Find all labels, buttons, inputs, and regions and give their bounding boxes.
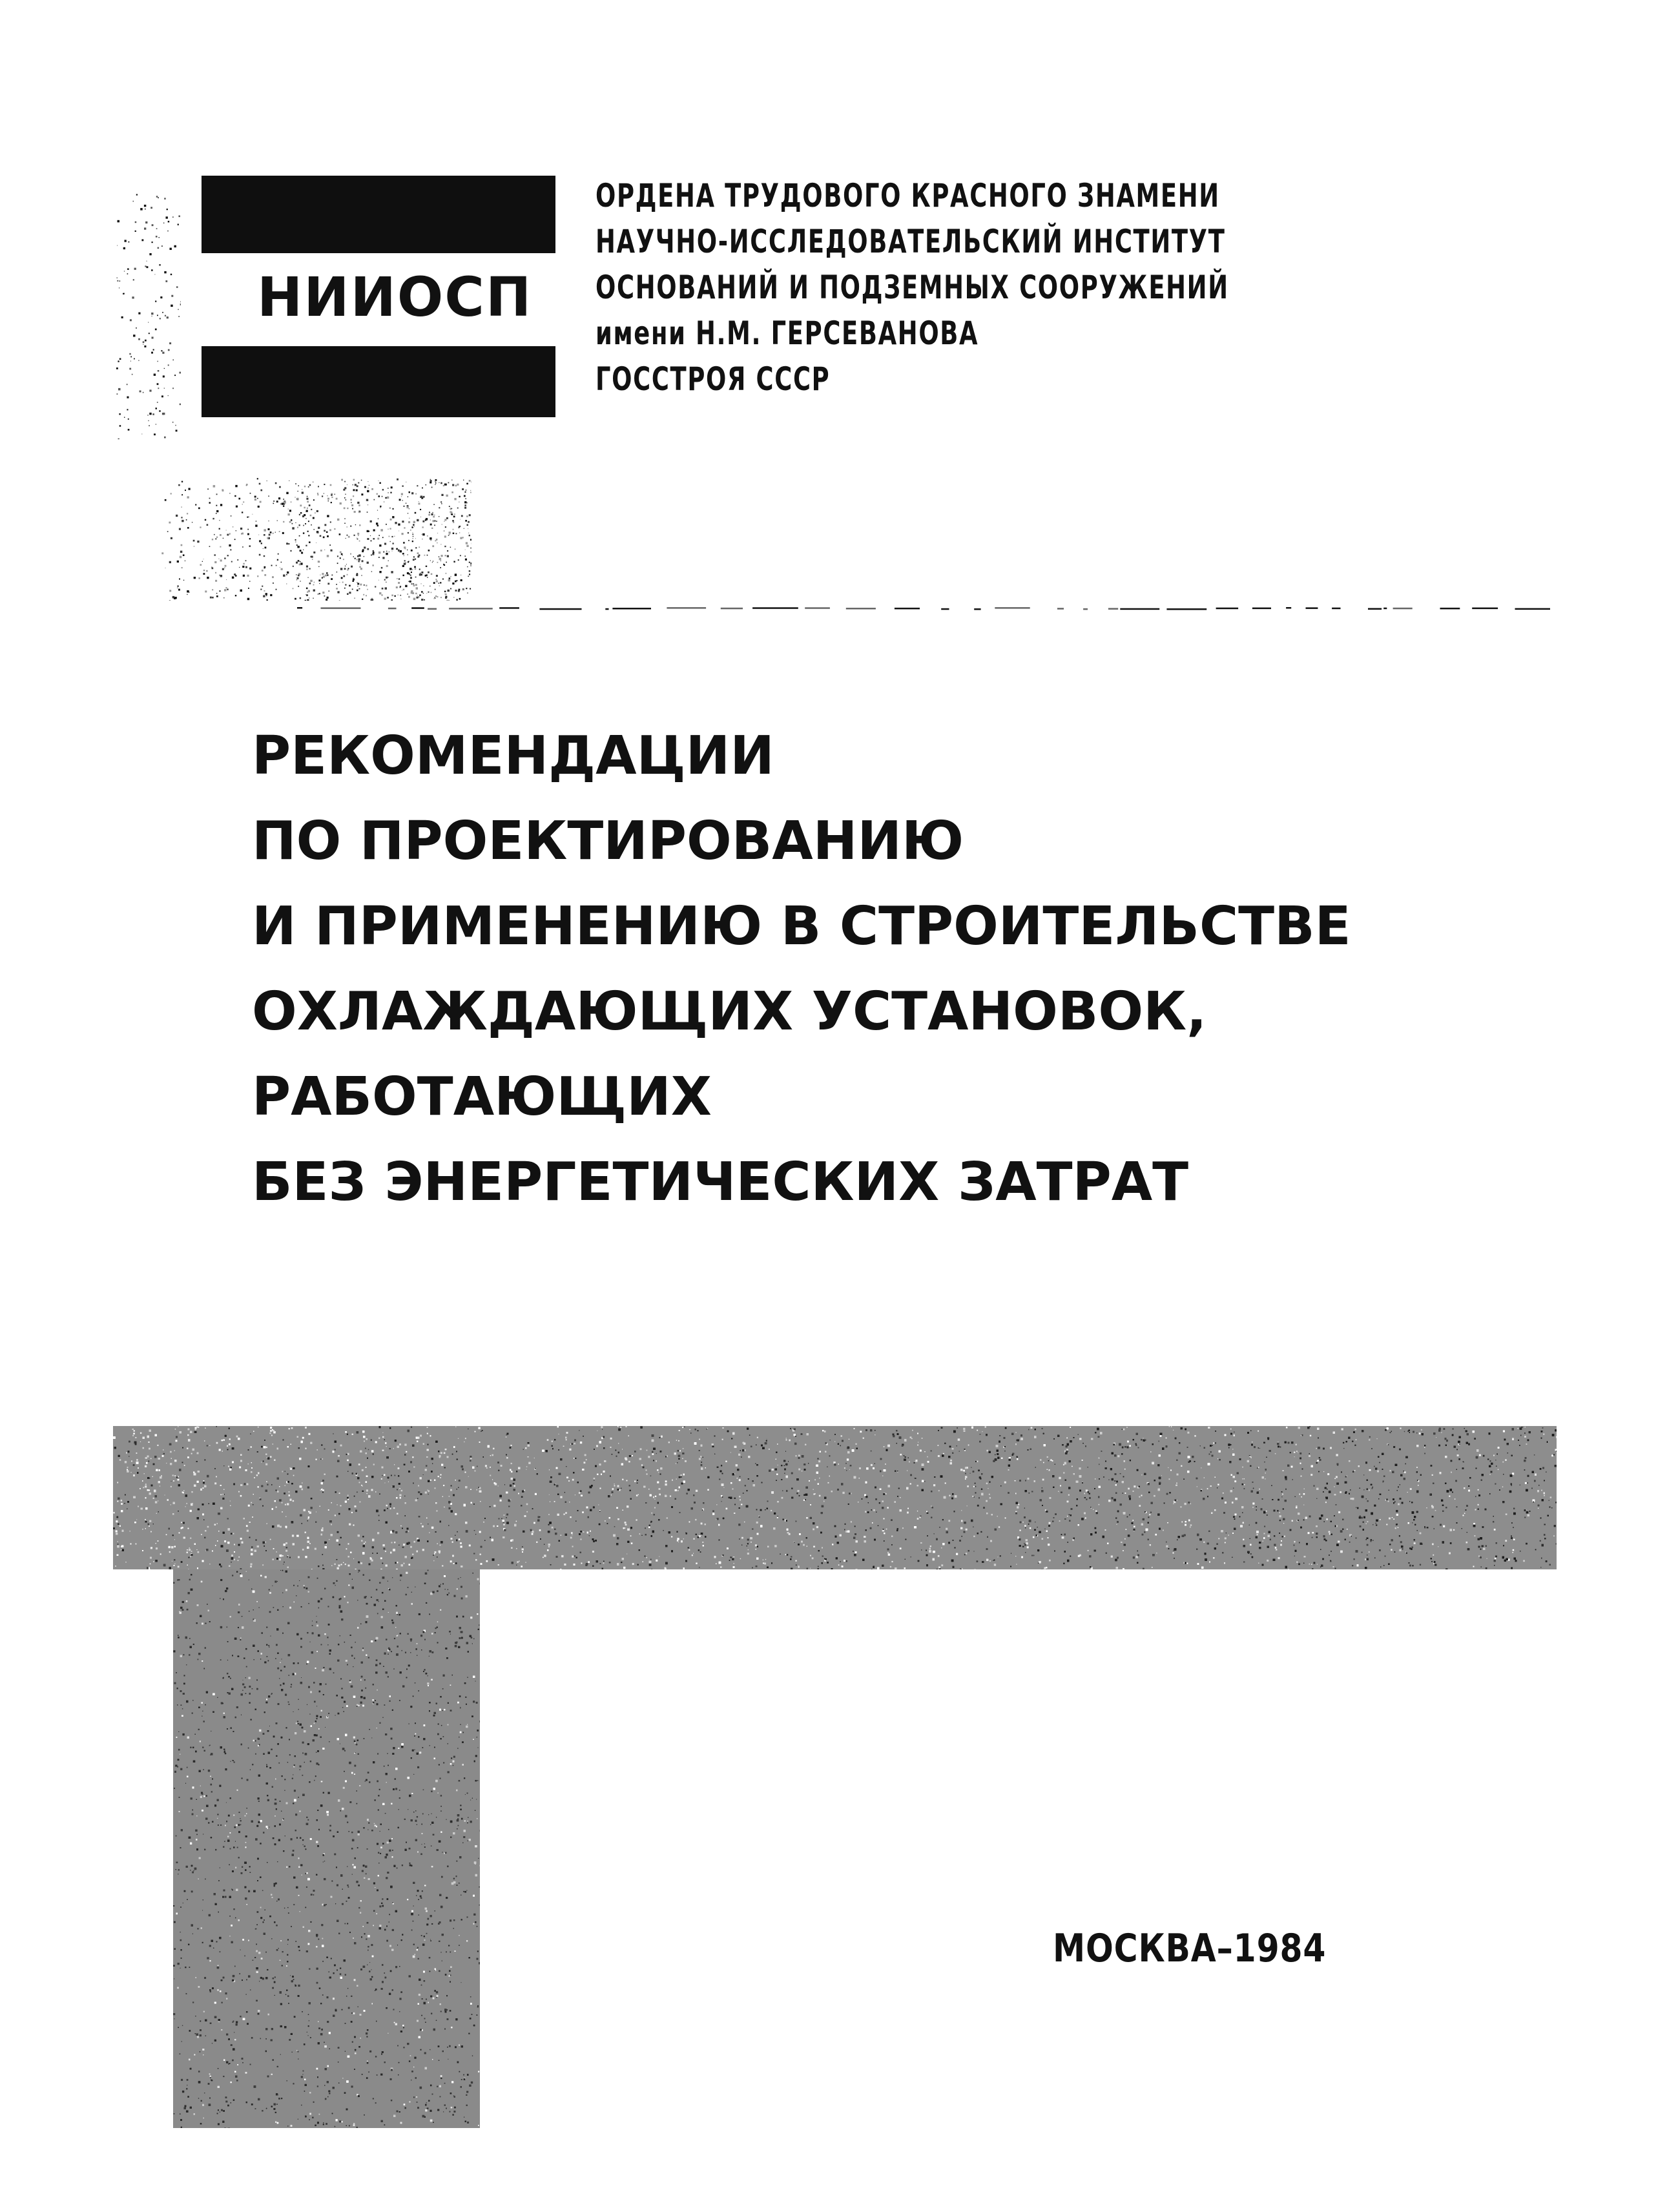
institute-line: ОСНОВАНИЙ И ПОДЗЕМНЫХ СООРУЖЕНИЙ xyxy=(596,265,1229,311)
grey-band-horizontal xyxy=(113,1426,1557,1569)
title-line: ОХЛАЖДАЮЩИХ УСТАНОВОК, xyxy=(252,969,1351,1055)
institute-line: имени Н.М. ГЕРСЕВАНОВА xyxy=(596,311,1229,357)
institute-line: НАУЧНО-ИССЛЕДОВАТЕЛЬСКИЙ ИНСТИТУТ xyxy=(596,219,1229,265)
institute-line: ОРДЕНА ТРУДОВОГО КРАСНОГО ЗНАМЕНИ xyxy=(596,173,1229,219)
document-title xyxy=(252,714,1351,1225)
title-line: БЕЗ ЭНЕРГЕТИЧЕСКИХ ЗАТРАТ xyxy=(252,1140,1351,1225)
imprint-city-year: МОСКВА–1984 xyxy=(1053,1926,1326,1971)
logo-bar-bottom xyxy=(202,346,555,417)
title-line: И ПРИМЕНЕНИЮ В СТРОИТЕЛЬСТВЕ xyxy=(252,884,1351,969)
grey-band-vertical xyxy=(173,1569,480,2128)
scan-speckle-upper xyxy=(161,478,471,601)
institute-line: ГОССТРОЯ СССР xyxy=(596,357,1229,402)
title-line: РЕКОМЕНДАЦИИ xyxy=(252,714,1351,799)
title-line: РАБОТАЮЩИХ xyxy=(252,1055,1351,1140)
institute-header xyxy=(596,173,1368,402)
title-line: ПО ПРОЕКТИРОВАНИЮ xyxy=(252,799,1351,884)
dashed-separator xyxy=(297,607,1550,611)
logo-abbreviation: НИИОСП xyxy=(257,270,532,324)
scan-speckle-left xyxy=(116,194,181,439)
logo-bar-top xyxy=(202,176,555,253)
